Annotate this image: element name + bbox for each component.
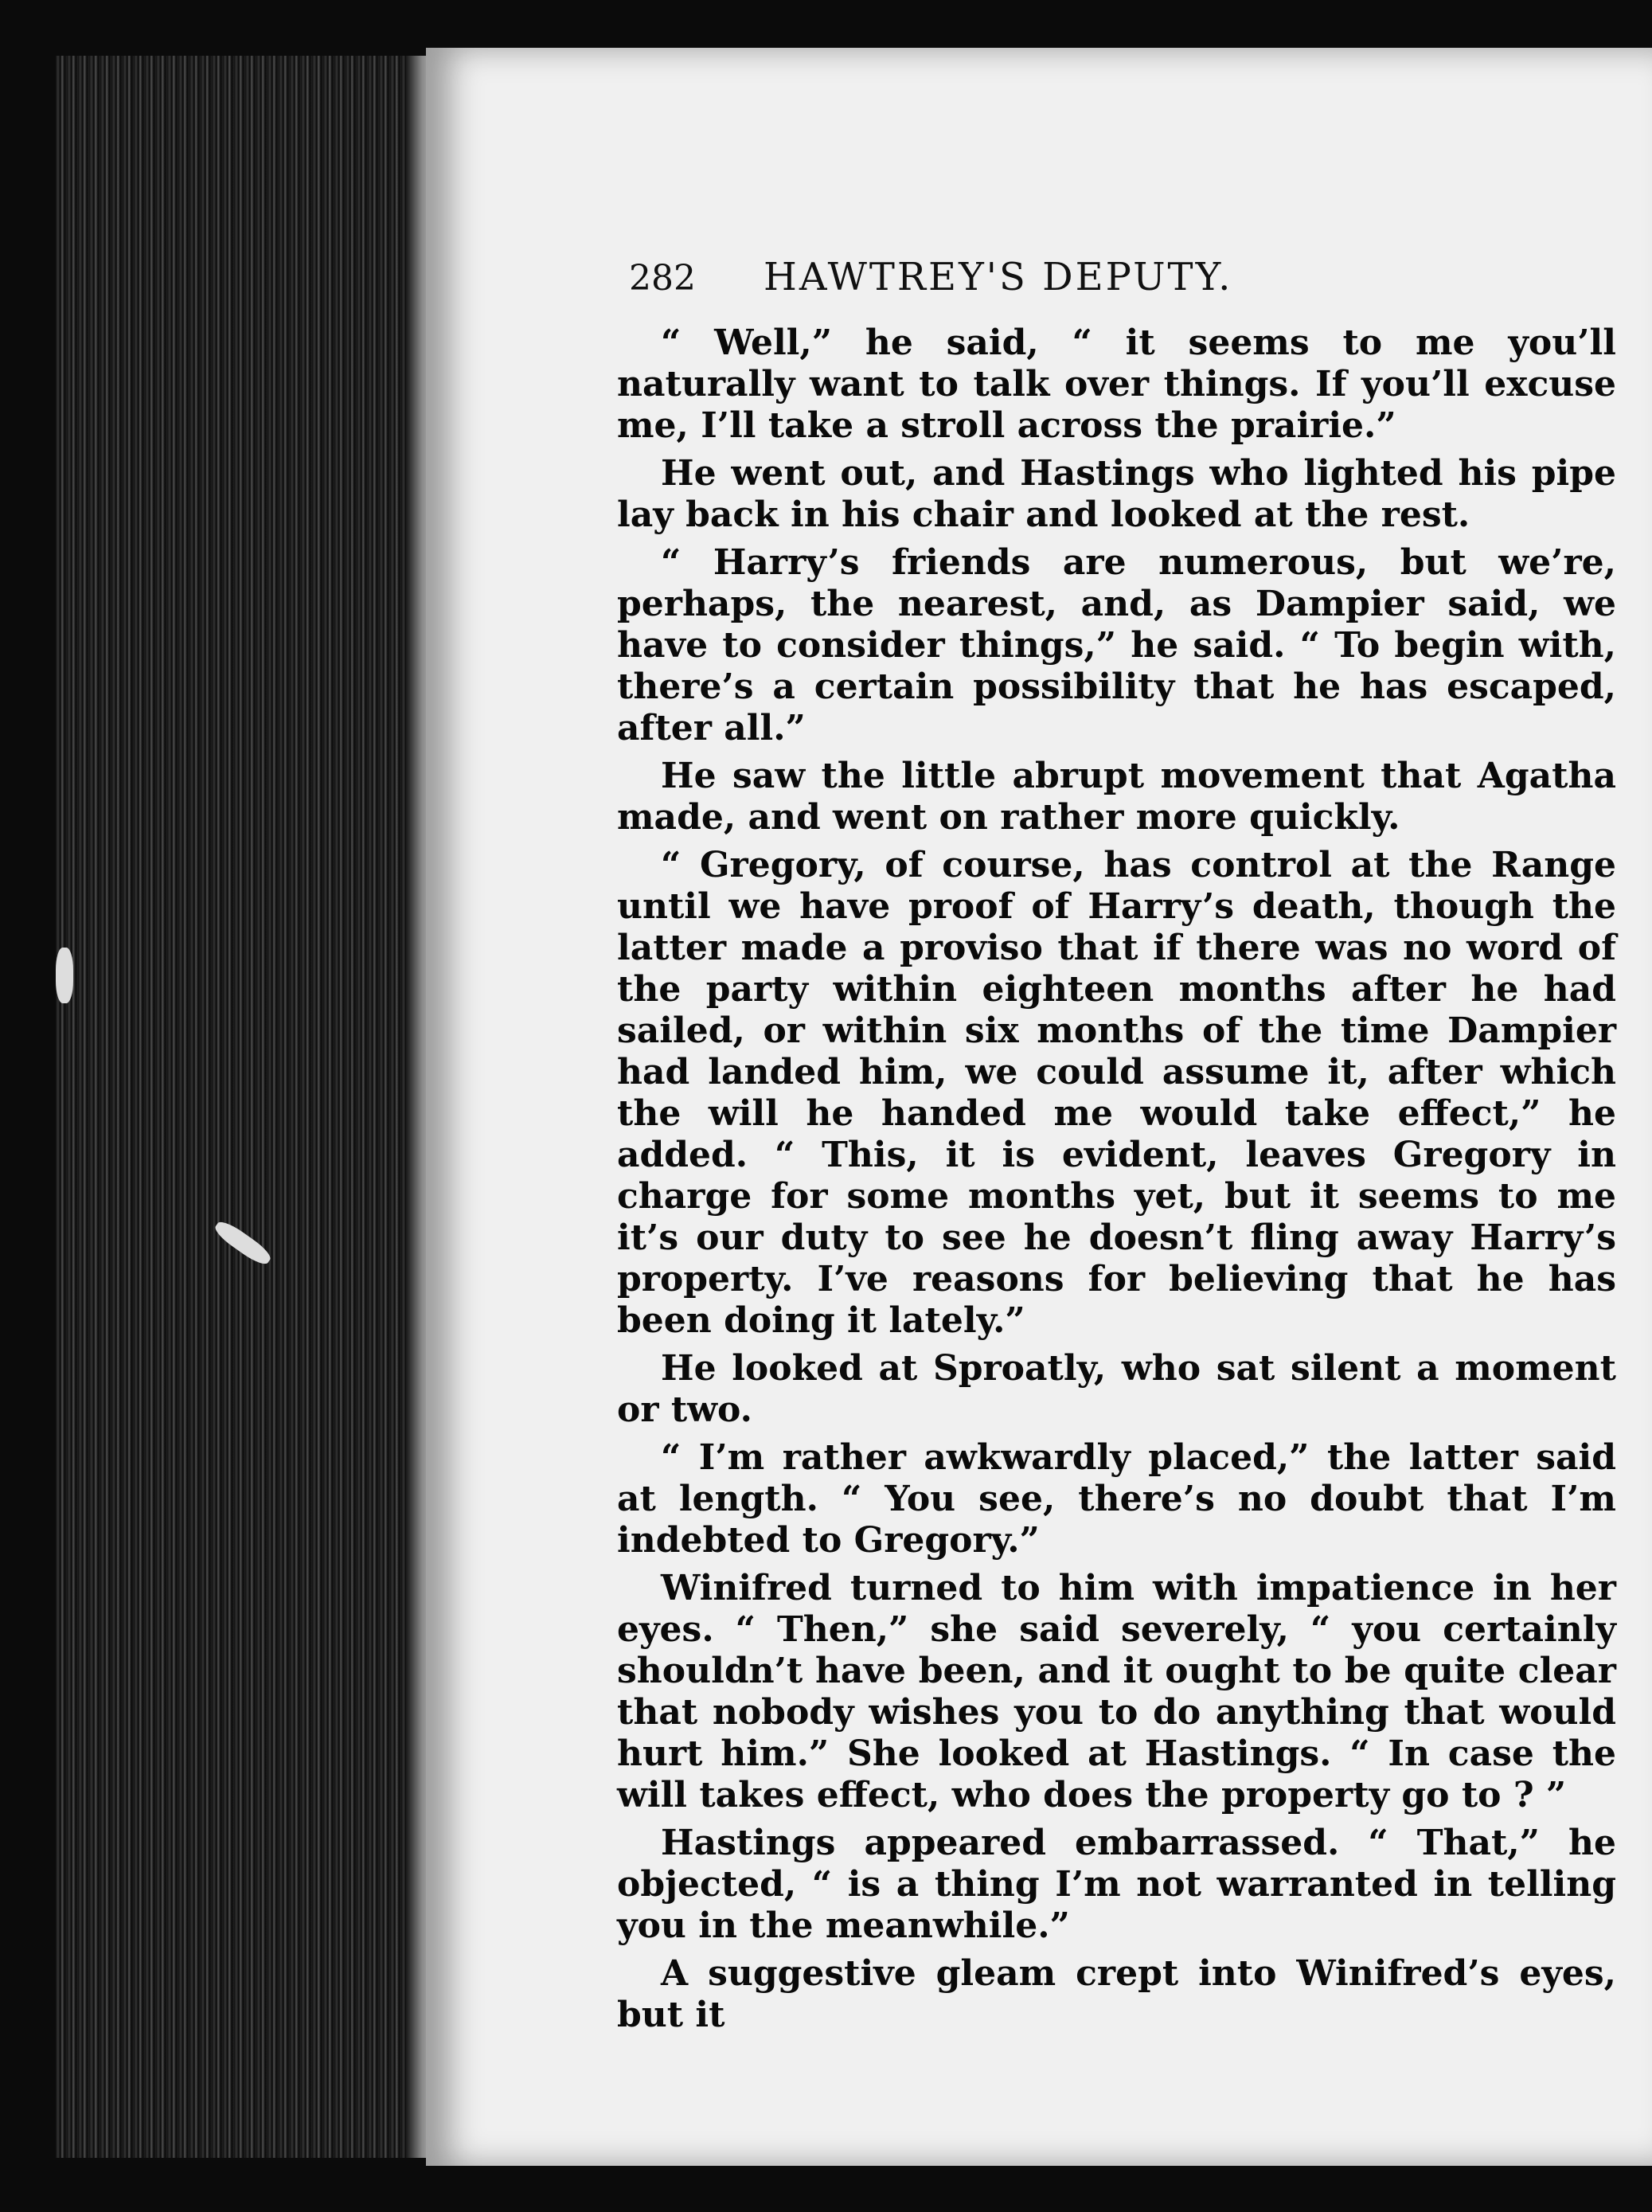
book-page-edges bbox=[56, 56, 430, 2158]
paragraph: “ Gregory, of course, has control at the Range until we have proof of Harry’s death, though the latter made a proviso that if there was no word of the party within eighteen months after he had sailed, or within six months of the time Dampier had landed him, we could assume it, after which the will he handed me would take effect,” he added. “ This, it is evident, leaves Gregory in charge for some months yet, but it seems to me it’s our duty to see he doesn’t fling away Harry’s property. I’ve reasons for believing that he has been doing it lately.” bbox=[617, 845, 1616, 1341]
paragraph: A suggestive gleam crept into Winifred’s eyes, but it bbox=[617, 1953, 1616, 2035]
page-number: 282 bbox=[629, 258, 696, 299]
paragraph: “ Well,” he said, “ it seems to me you’ll naturally want to talk over things. If you’ll excuse me, I’ll take a stroll across the prairie.” bbox=[617, 322, 1616, 446]
paragraph: He went out, and Hastings who lighted his pipe lay back in his chair and looked at the rest. bbox=[617, 453, 1616, 535]
dust-speck bbox=[56, 948, 73, 1003]
paragraph: Winifred turned to him with impatience in her eyes. “ Then,” she said severely, “ you certainly shouldn’t have been, and it ought to be quite clear that nobody wishes you to do anything that would hurt him.” She looked at Hastings. “ In case the will takes effect, who does the property go to ? ” bbox=[617, 1568, 1616, 1815]
paragraph: “ I’m rather awkwardly placed,” the latter said at length. “ You see, there’s no doubt that I’m indebted to Gregory.” bbox=[617, 1437, 1616, 1561]
body-text bbox=[617, 322, 1616, 2042]
running-title: HAWTREY'S DEPUTY. bbox=[763, 255, 1233, 299]
paragraph: Hastings appeared embarrassed. “ That,” he objected, “ is a thing I’m not warranted in telling you in the meanwhile.” bbox=[617, 1823, 1616, 1946]
paragraph: He saw the little abrupt movement that Agatha made, and went on rather more quickly. bbox=[617, 756, 1616, 838]
paragraph: “ Harry’s friends are numerous, but we’re, perhaps, the nearest, and, as Dampier said, we have to consider things,” he said. “ To begin with, there’s a certain possibility that he has escaped, after all.” bbox=[617, 542, 1616, 748]
running-head bbox=[629, 255, 1425, 319]
paragraph: He looked at Sproatly, who sat silent a moment or two. bbox=[617, 1348, 1616, 1430]
